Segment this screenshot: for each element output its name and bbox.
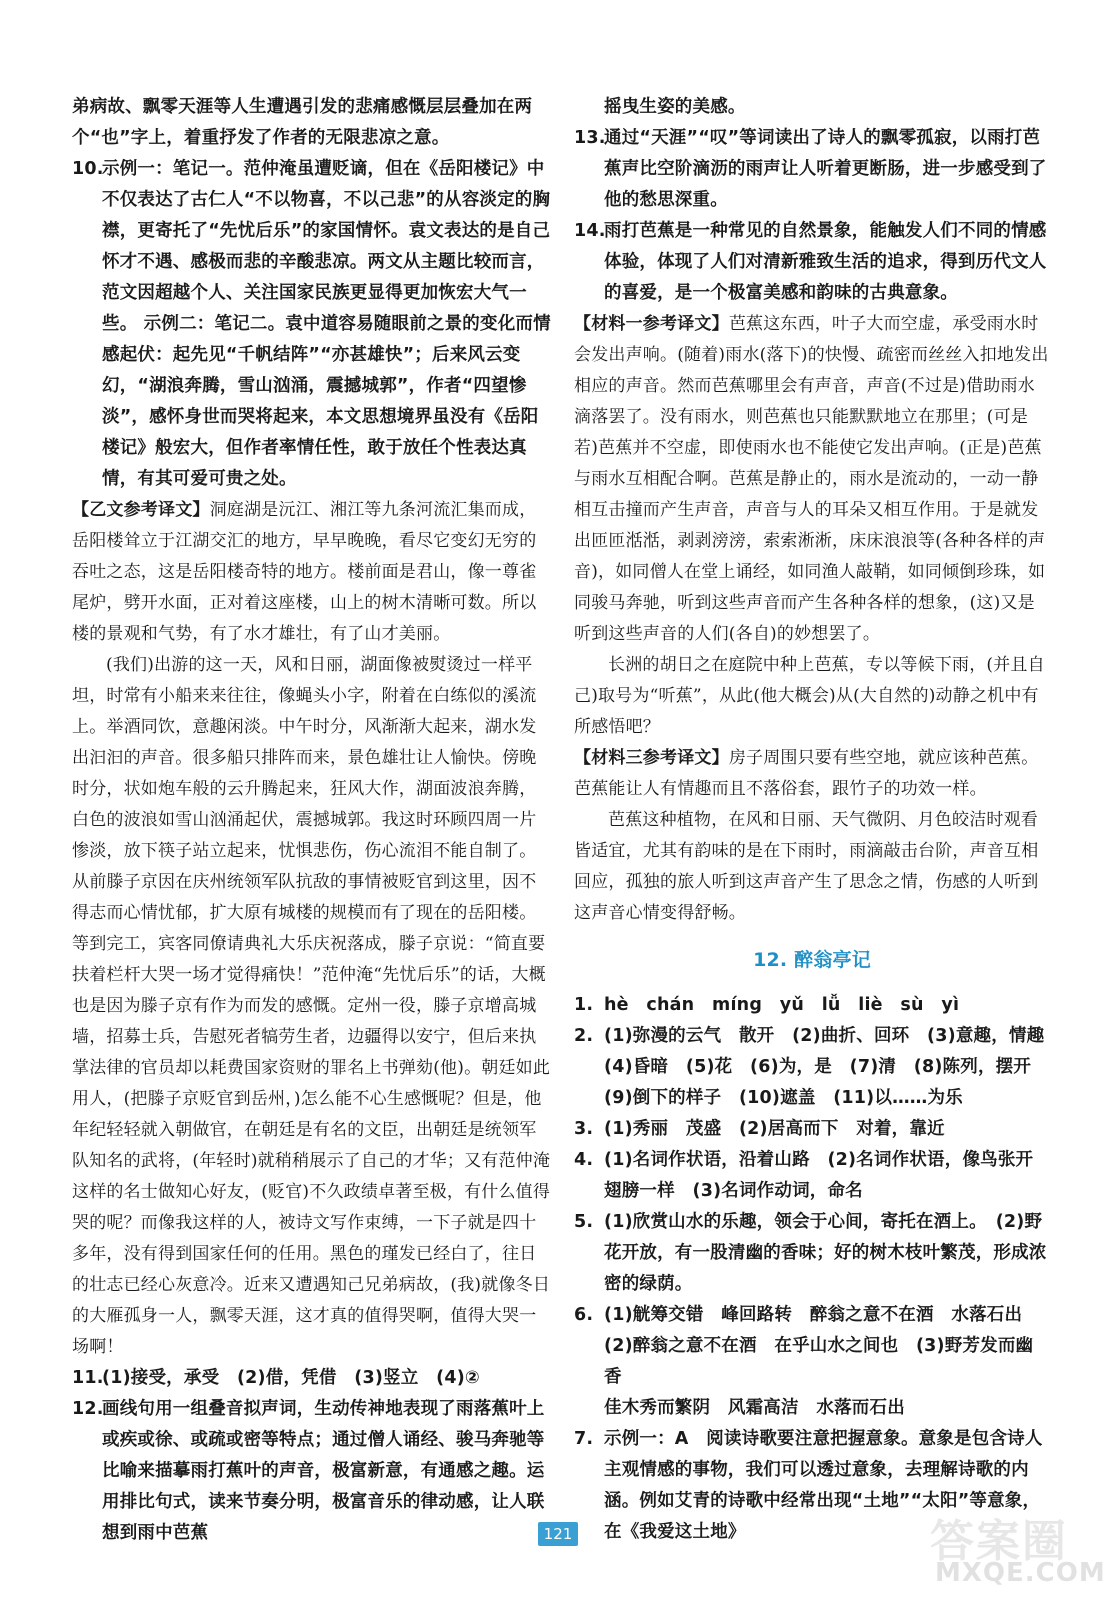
answer-11 xyxy=(72,1363,552,1394)
answer-number: 3. xyxy=(574,1119,594,1139)
translation-label: 【乙文参考译文】 xyxy=(72,500,210,520)
answer-continuation: 摇曳生姿的美感。 xyxy=(604,97,746,117)
left-column xyxy=(72,92,552,1549)
translation-m3-p1 xyxy=(574,743,1050,805)
section-title: 12. 醉翁亭记 xyxy=(753,949,871,971)
answer-s2 xyxy=(574,1021,1063,1114)
answer-number: 7. xyxy=(574,1429,594,1449)
watermark-logo: 答案圈 xyxy=(930,1516,1068,1567)
answer-number: 5. xyxy=(574,1212,594,1232)
answer-text: (1)欣赏山水的乐趣，领会于心间，寄托在酒上。 (2)野花开放，有一股清幽的香味；好的树木枝叶繁茂，形成浓密的绿荫。 xyxy=(604,1212,1047,1294)
translation-yi-p1 xyxy=(72,495,552,650)
translation-label: 【材料一参考译文】 xyxy=(574,314,729,334)
answer-s6 xyxy=(574,1300,1050,1331)
translation-text: 洞庭湖是沅江、湘江等九条河流汇集而成，岳阳楼耸立于江湖交汇的地方，早早晚晚，看尽它变幻无穷的吞吐之态，这是岳阳楼奇特的地方。楼前面是君山，像一尊雀尾炉，劈开水面，正对着这座楼，山上的树木清晰可数。所以楼的景观和气势，有了水才雄壮，有了山才美丽。 xyxy=(72,500,537,644)
answer-number: 4. xyxy=(574,1150,594,1170)
answer-10 xyxy=(72,154,552,495)
translation-m1-p2: 长洲的胡日之在庭院中种上芭蕉，专以等候下雨，(并且自己)取号为“听蕉”，从此(他大概会)从(大自然的)动静之机中有所感悟吧？ xyxy=(574,655,1045,737)
answer-14 xyxy=(574,216,1050,309)
answer-number: 10. xyxy=(72,159,104,179)
answer-s1 xyxy=(574,990,1050,1021)
answer-number: 2. xyxy=(574,1026,594,1046)
answer-number: 13. xyxy=(574,128,606,148)
answer-text: (1)觥筹交错 峰回路转 醉翁之意不在酒 水落石出 xyxy=(604,1305,1023,1325)
answer-text: hè chán míng yǔ lǚ liè sù yì xyxy=(604,995,960,1015)
translation-text: 房子周围只要有些空地，就应该种芭蕉。芭蕉能让人有情趣而且不落俗套，跟竹子的功效一样。 xyxy=(574,748,1039,799)
answer-text: 画线句用一组叠音拟声词，生动传神地表现了雨落蕉叶上或疾或徐、或疏或密等特点；通过僧人诵经、骏马奔驰等比喻来描摹雨打蕉叶的声音，极富新意，有通感之趣。运用排比句式，读来节奏分明，极富音乐的律动感，让人联想到雨中芭蕉 xyxy=(102,1399,545,1543)
answer-s5 xyxy=(574,1207,1050,1300)
answer-text: (1)秀丽 茂盛 (2)居高而下 对着，靠近 xyxy=(604,1119,945,1139)
right-column xyxy=(574,92,1063,1548)
answer-number: 1. xyxy=(574,995,594,1015)
translation-text: 芭蕉这东西，叶子大而空虚，承受雨水时会发出声响。(随着)雨水(落下)的快慢、疏密而丝丝入扣地发出相应的声音。然而芭蕉哪里会有声音，声音(不过是)借助雨水滴落罢了。没有雨水，则芭蕉也只能默默地立在那里；(可是若)芭蕉并不空虚，即使雨水也不能使它发出声响。(正是)芭蕉与雨水互相配合啊。芭蕉是静止的，雨水是流动的，一动一静相互击撞而产生声音，声音与人的耳朵又相互作用。于是就发出匝匝湉湉，剥剥滂滂，索索淅淅，床床浪浪等(各种各样的声音)，如同僧人在堂上诵经，如同渔人敲鞘，如同倾倒珍珠，如同骏马奔驰，听到这些声音而产生各种各样的想象，(这)又是听到这些声音的人们(各自)的妙想罢了。 xyxy=(574,314,1049,644)
answer-number: 11. xyxy=(72,1368,104,1388)
translation-yi-p2: (我们)出游的这一天，风和日丽，湖面像被熨烫过一样平坦，时常有小船来来往往，像蝇头小字，附着在白练似的溪流上。举酒同饮，意趣闲淡。中午时分，风渐渐大起来，湖水发出汩汩的声音。很多船只排阵而来，景色雄壮让人愉快。傍晚时分，状如炮车般的云升腾起来，狂风大作，湖面波浪奔腾，白色的波浪如雪山汹涌起伏，震撼城郭。我这时环顾四周一片惨淡，放下筷子站立起来，忧惧悲伤，伤心流泪不能自制了。从前滕子京因在庆州统领军队抗敌的事情被贬官到这里，因不得志而心情忧郁，扩大原有城楼的规模而有了现在的岳阳楼。等到完工，宾客同僚请典礼大乐庆祝落成，滕子京说：“简直要扶着栏杆大哭一场才觉得痛快！”范仲淹“先忧后乐”的话，大概也是因为滕子京有作为而发的感慨。定州一役，滕子京增高城墙，招募士兵，告慰死者犒劳生者，边疆得以安宁，但后来执掌法律的官员却以耗费国家资财的罪名上书弹劾(他)。朝廷如此用人，(把滕子京贬官到岳州，)怎么能不心生感慨呢？但是，他年纪轻轻就入朝做官，在朝廷是有名的文臣，出朝廷是统领军队知名的武将，(年轻时)就稍稍展示了自己的才华；又有范仲淹这样的名士做知心好友，(贬官)不久政绩卓著至极，有什么值得哭的呢？而像我这样的人，被诗文写作束缚，一下子就是四十多年，没有得到国家任何的任用。黑色的瑾发已经白了，往日的壮志已经心灰意冷。近来又遭遇知己兄弟病故，(我)就像冬日的大雁孤身一人，飘零天涯，这才真的值得哭啊，值得大哭一场啊！ xyxy=(72,655,551,1357)
answer-text: 通过“天涯”“叹”等词读出了诗人的飘零孤寂，以雨打芭蕉声比空阶滴沥的雨声让人听着更断肠，进一步感受到了他的愁思深重。 xyxy=(604,128,1047,210)
answer-text: (1)弥漫的云气 散开 (2)曲折、回环 (3)意趣，情趣 (4)昏暗 (5)花 (6)为，是 (7)清 (8)陈列，摆开 (9)倒下的样子 (10)遮盖 (11)以……为乐 xyxy=(604,1026,1063,1108)
answer-s3 xyxy=(574,1114,1050,1145)
translation-label: 【材料三参考译文】 xyxy=(574,748,729,768)
answer-continuation: 弟病故、飘零天涯等人生遭遇引发的悲痛感慨层层叠加在两个“也”字上，着重抒发了作者的无限悲凉之意。 xyxy=(72,97,533,148)
watermark-url: MXQE.COM xyxy=(935,1558,1106,1588)
answer-s4 xyxy=(574,1145,1050,1207)
answer-text: (1)名词作状语，沿着山路 (2)名词作状语，像鸟张开翅膀一样 (3)名词作动词，命名 xyxy=(604,1150,1034,1201)
answer-text: 示例一：A 阅读诗歌要注意把握意象。意象是包含诗人主观情感的事物，我们可以透过意象，去理解诗歌的内涵。例如艾青的诗歌中经常出现“土地”“太阳”等意象，在《我爱这土地》 xyxy=(604,1429,1043,1542)
translation-m1-p1 xyxy=(574,309,1050,650)
answer-number: 14. xyxy=(574,221,606,241)
answer-number: 12. xyxy=(72,1399,104,1419)
answer-text: (1)接受，承受 (2)借，凭借 (3)竖立 (4)② xyxy=(102,1368,480,1388)
answer-s6-line2: (2)醉翁之意不在酒 在乎山水之间也 (3)野芳发而幽香 xyxy=(604,1336,1034,1387)
answer-s6-line3: 佳木秀而繁阴 风霜高洁 水落而石出 xyxy=(604,1398,905,1418)
answer-text: 示例一：笔记一。范仲淹虽遭贬谪，但在《岳阳楼记》中不仅表达了古仁人“不以物喜，不以己悲”的从容淡定的胸襟，更寄托了“先忧后乐”的家国情怀。袁文表达的是自己怀才不遇、感极而悲的辛酸悲凉。两文从主题比较而言，范文因超越个人、关注国家民族更显得更加恢宏大气一些。 示例二：笔记二。袁中道容易随眼前之景的变化而情感起伏：起先见“千帆结阵”“亦甚雄快”；后来风云变幻，“湖浪奔腾，雪山汹涌，震撼城郭”，作者“四望惨淡”，感怀身世而哭将起来，本文思想境界虽没有《岳阳楼记》般宏大，但作者率情任性，敢于放任个性表达真情，有其可爱可贵之处。 xyxy=(102,159,551,489)
translation-m3-p2: 芭蕉这种植物，在风和日丽、天气微阴、月色皎洁时观看皆适宜，尤其有韵味的是在下雨时，雨滴敲击台阶，声音互相回应，孤独的旅人听到这声音产生了思念之情，伤感的人听到这声音心情变得舒畅。 xyxy=(574,810,1039,923)
answer-text: 雨打芭蕉是一种常见的自然景象，能触发人们不同的情感体验，体现了人们对清新雅致生活的追求，得到历代文人的喜爱，是一个极富美感和韵味的古典意象。 xyxy=(604,221,1047,303)
page-number: 121 xyxy=(538,1522,578,1546)
answer-13 xyxy=(574,123,1050,216)
answer-12 xyxy=(72,1394,552,1549)
answer-number: 6. xyxy=(574,1305,594,1325)
